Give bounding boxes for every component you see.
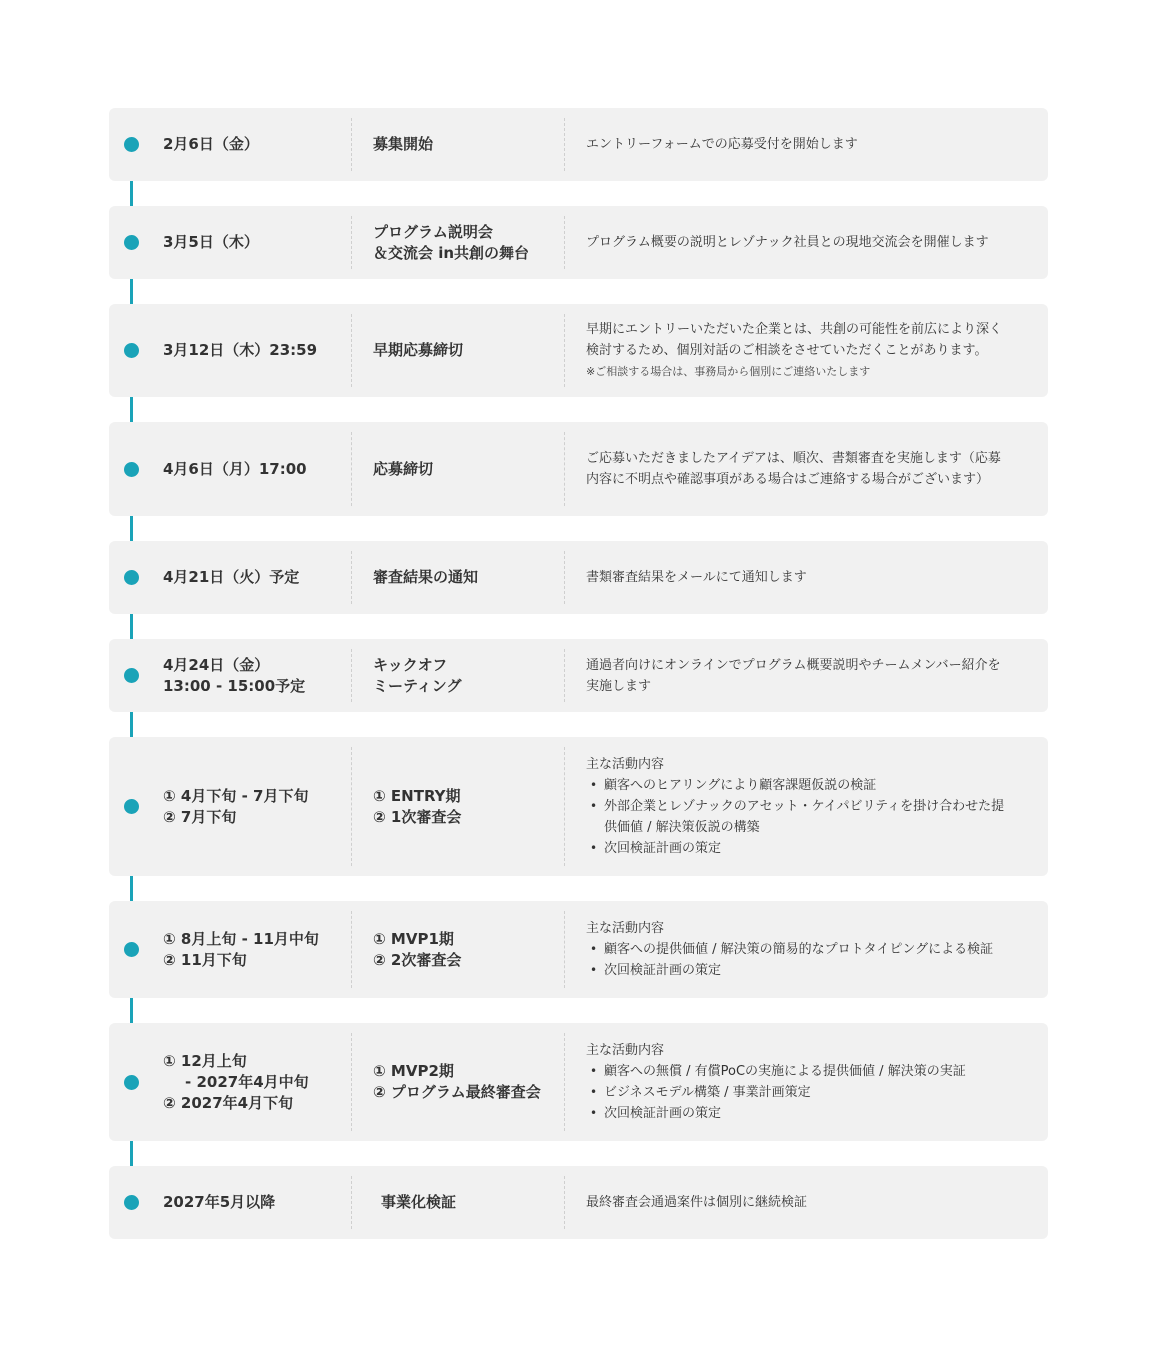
event-title: キックオフ (373, 655, 448, 674)
date-cell (163, 786, 351, 828)
date-text: 13:00 - 15:00予定 (163, 676, 306, 695)
date-cell (163, 1192, 351, 1213)
date-cell (163, 1051, 351, 1114)
event-title: 募集開始 (373, 135, 434, 153)
date-text: ② 2027年4月下旬 (163, 1093, 294, 1112)
timeline-row (109, 108, 1048, 181)
description-text: プログラム概要の説明とレゾナック社員との現地交流会を開催します (586, 235, 989, 250)
date-text: ② 7月下旬 (163, 807, 237, 826)
date-text: 4月21日（火）予定 (163, 568, 300, 586)
date-text: ① 12月上旬 (163, 1051, 247, 1070)
timeline-row (109, 422, 1048, 516)
date-cell (163, 459, 351, 480)
list-item: • 顧客へのヒアリングにより顧客課題仮説の検証 (586, 775, 1024, 796)
date-text: 2027年5月以降 (163, 1193, 276, 1211)
timeline-dot (124, 570, 139, 585)
date-text: 3月12日（木）23:59 (163, 341, 318, 359)
activities-list (586, 775, 1024, 859)
timeline-row (109, 541, 1048, 614)
schedule-timeline (109, 108, 1048, 1239)
timeline-row (109, 737, 1048, 876)
date-text: - 2027年4月中旬 (185, 1072, 309, 1091)
date-cell (163, 567, 351, 588)
description-text: 書類審査結果をメールにて通知します (586, 570, 807, 585)
date-text: 4月24日（金） (163, 655, 270, 674)
description-cell (564, 314, 1048, 387)
date-text: 2月6日（金） (163, 135, 259, 153)
date-cell (163, 134, 351, 155)
timeline-dot (124, 1075, 139, 1090)
description-cell (564, 551, 1048, 604)
event-title: ① MVP1期 (373, 929, 454, 948)
event-cell (351, 747, 564, 866)
description-text: 早期にエントリーいただいた企業とは、共創の可能性を前広により深く (586, 321, 1003, 337)
description-cell (564, 911, 1048, 988)
date-text: 3月5日（木） (163, 233, 259, 251)
description-cell (564, 747, 1048, 866)
timeline-row (109, 304, 1048, 397)
description-cell (564, 216, 1048, 269)
date-cell (163, 929, 351, 971)
event-title: 早期応募締切 (373, 341, 464, 359)
timeline-row (109, 1023, 1048, 1141)
activities-heading: 主な活動内容 (586, 921, 665, 936)
activities-heading: 主な活動内容 (586, 757, 665, 772)
description-cell (564, 1176, 1048, 1229)
activities-list (586, 1061, 1024, 1124)
timeline-dot (124, 343, 139, 358)
list-item: • 次回検証計画の策定 (586, 838, 1024, 859)
timeline-dot (124, 668, 139, 683)
activities-heading: 主な活動内容 (586, 1043, 665, 1058)
event-cell (351, 551, 564, 604)
list-item: • 顧客への提供価値 / 解決策の簡易的なプロトタイピングによる検証 (586, 939, 1024, 960)
timeline-dot (124, 942, 139, 957)
list-item: • 外部企業とレゾナックのアセット・ケイパビリティを掛け合わせた提 供価値 / 解決策仮説の構築 (586, 796, 1024, 838)
timeline-dot (124, 1195, 139, 1210)
description-text: 内容に不明点や確認事項がある場合はご連絡する場合がございます） (586, 472, 990, 487)
timeline-dot (124, 799, 139, 814)
list-item: • 顧客への無償 / 有償PoCの実施による提供価値 / 解決策の実証 (586, 1061, 1024, 1082)
event-cell (351, 1176, 564, 1229)
date-text: ① 8月上旬 - 11月中旬 (163, 929, 319, 948)
event-cell (351, 118, 564, 171)
description-text: 通過者向けにオンラインでプログラム概要説明やチームメンバー紹介を (586, 657, 1001, 673)
timeline-dot (124, 462, 139, 477)
activities-list (586, 939, 1024, 981)
timeline-row (109, 901, 1048, 998)
description-text: 検討するため、個別対話のご相談をさせていただくことがあります。 (586, 342, 988, 358)
description-cell (564, 118, 1048, 171)
list-item: • ビジネスモデル構築 / 事業計画策定 (586, 1082, 1024, 1103)
event-title: ＆交流会 in共創の舞台 (373, 243, 530, 262)
date-cell (163, 655, 351, 697)
event-cell (351, 649, 564, 702)
event-title: 事業化検証 (381, 1193, 457, 1211)
event-title: ① ENTRY期 (373, 786, 461, 805)
event-title: ① MVP2期 (373, 1062, 454, 1080)
description-cell (564, 649, 1048, 702)
description-text: 実施します (586, 678, 652, 694)
description-text: ご応募いただきましたアイデアは、順次、書類審査を実施します（応募 (586, 451, 1001, 466)
description-cell (564, 1033, 1048, 1131)
timeline-dot (124, 137, 139, 152)
event-cell (351, 911, 564, 988)
event-cell (351, 314, 564, 387)
list-item: • 次回検証計画の策定 (586, 1103, 1024, 1124)
event-title: ② プログラム最終審査会 (373, 1083, 541, 1101)
event-title: ② 2次審査会 (373, 950, 462, 969)
date-cell (163, 340, 351, 361)
date-text: 4月6日（月）17:00 (163, 459, 307, 478)
event-cell (351, 1033, 564, 1131)
event-title: ② 1次審査会 (373, 807, 462, 826)
event-cell (351, 216, 564, 269)
event-title: 審査結果の通知 (373, 568, 479, 586)
timeline-dot (124, 235, 139, 250)
description-text: エントリーフォームでの応募受付を開始します (586, 137, 858, 152)
event-title: ミーティング (373, 676, 462, 695)
event-cell (351, 432, 564, 506)
timeline-row (109, 639, 1048, 712)
timeline-row (109, 1166, 1048, 1239)
date-text: ② 11月下旬 (163, 950, 247, 969)
event-title: プログラム説明会 (373, 222, 493, 241)
description-note: ※ご相談する場合は、事務局から個別にご連絡いたします (586, 364, 871, 378)
date-text: ① 4月下旬 - 7月下旬 (163, 786, 309, 805)
date-cell (163, 232, 351, 253)
list-item: • 次回検証計画の策定 (586, 960, 1024, 981)
timeline-row (109, 206, 1048, 279)
description-text: 最終審査会通過案件は個別に継続検証 (586, 1195, 808, 1210)
event-title: 応募締切 (373, 459, 434, 478)
description-cell (564, 432, 1048, 506)
